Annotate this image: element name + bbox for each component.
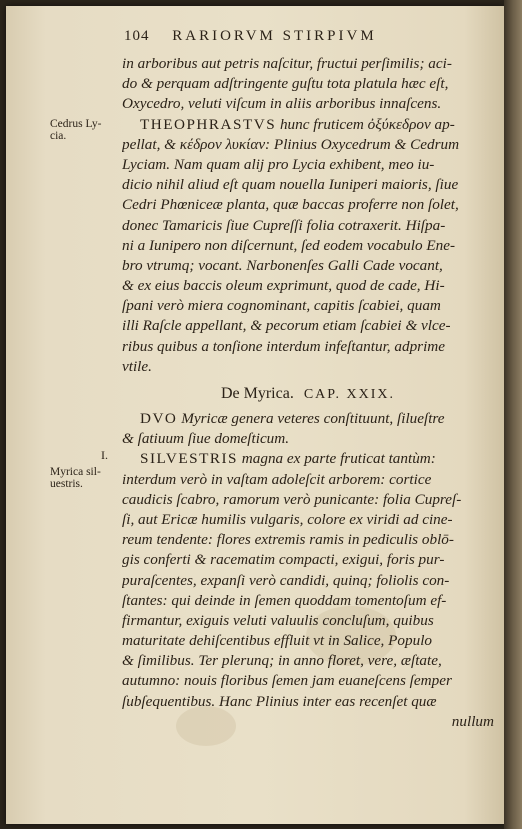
text-line (122, 449, 494, 469)
initial-caps: DVO (140, 410, 178, 427)
text-line: gis conferti & racematim compacti, exigui, foris pur- (122, 551, 445, 569)
text-line: vtile. (122, 357, 152, 375)
text-line: ſi, aut Ericæ humilis vulgaris, colore ex viridi ad cine- (122, 510, 453, 528)
margin-note-cedrus (50, 118, 101, 142)
line-rest: magna ex parte fruticat tantùm: (238, 450, 436, 468)
text-line: ni a Iunipero non diſcernunt, ſed eodem vocabulo Ene- (122, 236, 456, 254)
line-rest: Myricæ genera veteres conſtituunt, ſilueſtre (177, 410, 445, 427)
running-title: RARIORVM STIRPIVM (172, 28, 377, 44)
text-line: & ſatiuum ſiue domeſticum. (122, 430, 290, 448)
text-line: caudicis ſcabro, ramorum verò punicante: folia Cupreſ- (122, 490, 462, 508)
text-line: dicio nihil aliud eſt quam nouella Iuniperi maioris, ſiue (122, 176, 459, 194)
text-line: ſubſequentibus. Hanc Plinius inter eas recenſet quæ (122, 692, 437, 710)
text-line (122, 409, 494, 429)
initial-caps: SILVESTRIS (140, 450, 238, 468)
initial-caps: THEOPHRASTVS (140, 115, 277, 133)
book-edge (504, 0, 522, 829)
chapter-heading (122, 385, 494, 403)
text-line: Lyciam. Nam quam alij pro Lycia exhibent, meo iu- (122, 155, 435, 173)
chapter-number: CAP. XXIX. (303, 387, 396, 402)
text-line: ſpani verò miera cognominant, capitis ſcabiei, quam (122, 297, 441, 315)
text-line: Cedri Phœniceæ planta, quæ baccas proferre non ſolet, (122, 196, 459, 214)
text-line: do & perquam adſtringente guſtu tota platula hæc eſt, (122, 75, 449, 93)
text-line: bro vtrumq; vocant. Narbonenſes Galli Cade vocant, (122, 256, 443, 274)
catchword: nullum (451, 712, 494, 730)
page-number: 104 (124, 28, 150, 44)
text-line: pellat, & κέδρον λυκίαν: Plinius Oxycedrum & Cedrum (122, 135, 460, 153)
text-line: autumno: nouis floribus ſemen jam euaneſcens ſemper (122, 672, 452, 690)
text-line: puraſcentes, expanſi verò candidi, quinq; foliolis con- (122, 571, 450, 589)
text-line (122, 115, 494, 135)
text-line: ſtantes: qui deinde in ſemen quoddam tomentoſum ef- (122, 591, 447, 609)
margin-note-line: cia. (50, 130, 67, 142)
text-line: reum tendente: flores extremis ramis in pediculis oblō- (122, 531, 454, 549)
text-line: maturitate dehiſcentibus effluit vt in Salice, Populo (122, 632, 433, 650)
margin-note-line: Cedrus Ly- (50, 118, 102, 130)
running-header (124, 28, 377, 45)
text-line: & ex eius baccis oleum exprimunt, quod de cade, Hi- (122, 277, 445, 295)
text-line: & ſimilibus. Ter plerunq; in anno floret, vere, æſtate, (122, 652, 442, 670)
text-line: donec Tamaricis ſiue Cupreſſi folia cotraxerit. Hiſpa- (122, 216, 446, 234)
text-line: illi Raſcle appellant, & pecorum etiam ſcabiei & vlce- (122, 317, 451, 335)
chapter-title: De Myrica. (220, 385, 294, 402)
main-text (122, 54, 494, 732)
margin-note-myrica (50, 466, 101, 490)
text-line: in arboribus aut petris naſcitur, fructui perſimilis; aci- (122, 55, 452, 72)
section-number: I. (101, 448, 108, 462)
text-line: ribus quibus a tonſione interdum infeſtantur, adprime (122, 337, 446, 355)
text-line: interdum verò in vaſtam adoleſcit arborem: cortice (122, 470, 432, 488)
book-page (6, 6, 504, 824)
text-line: Oxycedro, veluti viſcum in aliis arboribus innaſcens. (122, 95, 442, 113)
margin-note-line: uestris. (50, 478, 83, 490)
margin-note-line: Myrica sil- (50, 466, 101, 478)
line-rest: hunc fruticem ὀξύκεδρον ap- (276, 115, 455, 133)
text-line: firmantur, exiguis veluti valuulis concluſum, quibus (122, 611, 434, 629)
